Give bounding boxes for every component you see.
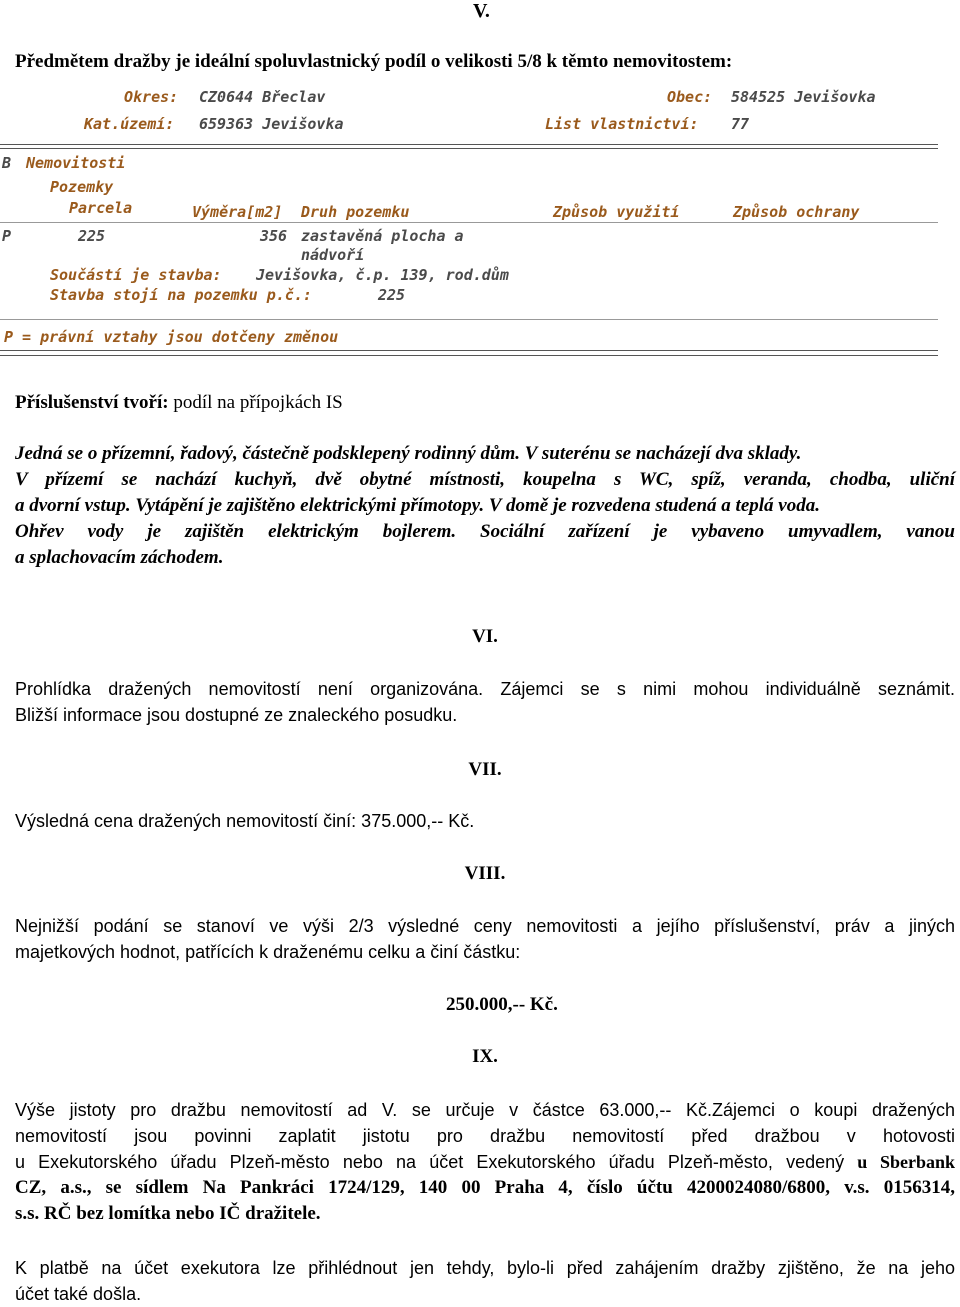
obec-value: 584525 Jevišovka xyxy=(731,88,876,106)
soucasti-label: Součástí je stavba: xyxy=(50,266,222,284)
soucasti-value: Jevišovka, č.p. 139, rod.dům xyxy=(256,266,509,284)
section-vi-text xyxy=(15,676,955,728)
parcela-heading: Parcela xyxy=(69,199,133,217)
row-flag: P xyxy=(2,227,12,245)
vi-line-2: Bližší informace jsou dostupné ze znaleckého posudku. xyxy=(15,705,458,725)
description-line-4: Ohřev vody je zajištěn elektrickým bojlerem. Sociální zařízení je vybaveno umyvadlem, vanou xyxy=(15,521,955,542)
col-ochrany: Způsob ochrany xyxy=(733,203,860,221)
section-viii-text xyxy=(15,913,955,965)
katuzemi-label: Kat.území: xyxy=(84,115,175,133)
ix-line-4: CZ, a.s., se sídlem Na Pankráci 1724/129, 140 00 Praha 4, číslo účtu 4200024080/6800, v.s. 0156314, xyxy=(15,1177,955,1198)
ix-line-2: nemovitostí jsou povinni zaplatit jistotu pro dražbu nemovitostí před dražbou v hotovosti xyxy=(15,1126,955,1146)
stavba-label: Stavba stojí na pozemku p.č.: xyxy=(50,286,312,304)
description-line-1: Jedná se o přízemní, řadový, částečně podsklepený rodinný dům. V suterénu se nacházejí dva sklady. xyxy=(15,443,802,464)
cadastre-header-rule xyxy=(0,222,938,223)
viii-line-2: majetkových hodnot, patřících k draženému celku a činí částku: xyxy=(15,942,521,962)
ix-line-3-normal: u Exekutorského úřadu Plzeň-město nebo na účet Exekutorského úřadu Plzeň-město, vedený xyxy=(15,1152,858,1172)
prislusenstvi-line xyxy=(15,390,343,416)
section-b-heading: Nemovitosti xyxy=(26,154,126,172)
lv-value: 77 xyxy=(731,115,750,133)
obec-label: Obec: xyxy=(667,88,713,106)
row-druh-2: nádvoří xyxy=(301,246,365,264)
col-vyuziti: Způsob využití xyxy=(553,203,680,221)
prislusenstvi-value: podíl na přípojkách IS xyxy=(168,392,343,413)
description-line-2: V přízemí se nachází kuchyň, dvě obytné místnosti, koupelna s WC, spíž, veranda, chodba, uliční xyxy=(15,469,955,490)
viii-line-1: Nejnižší podání se stanoví ve výši 2/3 výsledné ceny nemovitosti a jejího příslušenství, práv a jiných xyxy=(15,916,955,936)
prislusenstvi-label: Příslušenství tvoří: xyxy=(15,392,169,413)
payment-line-2: účet také došla. xyxy=(15,1284,142,1304)
okres-value: CZ0644 Břeclav xyxy=(199,88,326,106)
cadastre-footnote-rule xyxy=(0,319,938,320)
section-ix-heading: IX. xyxy=(472,1046,498,1067)
section-b-letter: B xyxy=(2,154,12,172)
section-viii-heading: VIII. xyxy=(464,863,506,884)
stavba-value: 225 xyxy=(378,286,406,304)
cadastre-footnote: P = právní vztahy jsou dotčeny změnou xyxy=(4,328,339,346)
ix-line-1: Výše jistoty pro dražbu nemovitostí ad V. se určuje v částce 63.000,-- Kč.Zájemci o koupi dražených xyxy=(15,1100,955,1120)
row-druh-1: zastavěná plocha a xyxy=(301,227,464,245)
col-vymera: Výměra[m2] xyxy=(192,203,283,221)
row-vymera: 356 xyxy=(260,227,288,245)
row-parcela: 225 xyxy=(78,227,106,245)
cadastre-bottom-rule-2 xyxy=(0,355,938,356)
katuzemi-value: 659363 Jevišovka xyxy=(199,115,344,133)
payment-text xyxy=(15,1255,955,1307)
pozemky-heading: Pozemky xyxy=(50,178,114,196)
cadastre-top-rule-2 xyxy=(0,148,938,149)
section-vii-heading: VII. xyxy=(468,759,502,780)
ix-line-3-bold: u Sberbank xyxy=(857,1152,955,1172)
col-druh: Druh pozemku xyxy=(301,203,410,221)
section-vi-heading: VI. xyxy=(472,626,498,647)
payment-line-1: K platbě na účet exekutora lze přihlédnout jen tehdy, bylo-li před zahájením dražby zjištěno, že na jeho xyxy=(15,1258,955,1278)
description-line-5: a splachovacím záchodem. xyxy=(15,547,224,568)
cadastre-bottom-rule xyxy=(0,350,938,351)
ix-line-5: s.s. RČ bez lomítka nebo IČ dražitele. xyxy=(15,1203,321,1224)
property-description xyxy=(15,441,955,571)
section-ix-text xyxy=(15,1097,955,1227)
description-line-3: a dvorní vstup. Vytápění je zajištěno elektrickými přímotopy. V domě je rozvedena studená a teplá voda. xyxy=(15,495,820,516)
intro-text: Předmětem dražby je ideální spoluvlastnický podíl o velikosti 5/8 k těmto nemovitostem: xyxy=(15,51,733,72)
minimum-bid-amount: 250.000,-- Kč. xyxy=(446,994,558,1015)
ix-line-3 xyxy=(15,1149,955,1175)
okres-label: Okres: xyxy=(124,88,179,106)
vi-line-1: Prohlídka dražených nemovitostí není organizována. Zájemci se s nimi mohou individuálně seznámit. xyxy=(15,679,955,699)
section-vii-text: Výsledná cena dražených nemovitostí činí: 375.000,-- Kč. xyxy=(15,811,475,831)
lv-label: List vlastnictví: xyxy=(545,115,699,133)
cadastre-top-rule xyxy=(0,144,938,145)
section-v-heading: V. xyxy=(473,0,490,22)
